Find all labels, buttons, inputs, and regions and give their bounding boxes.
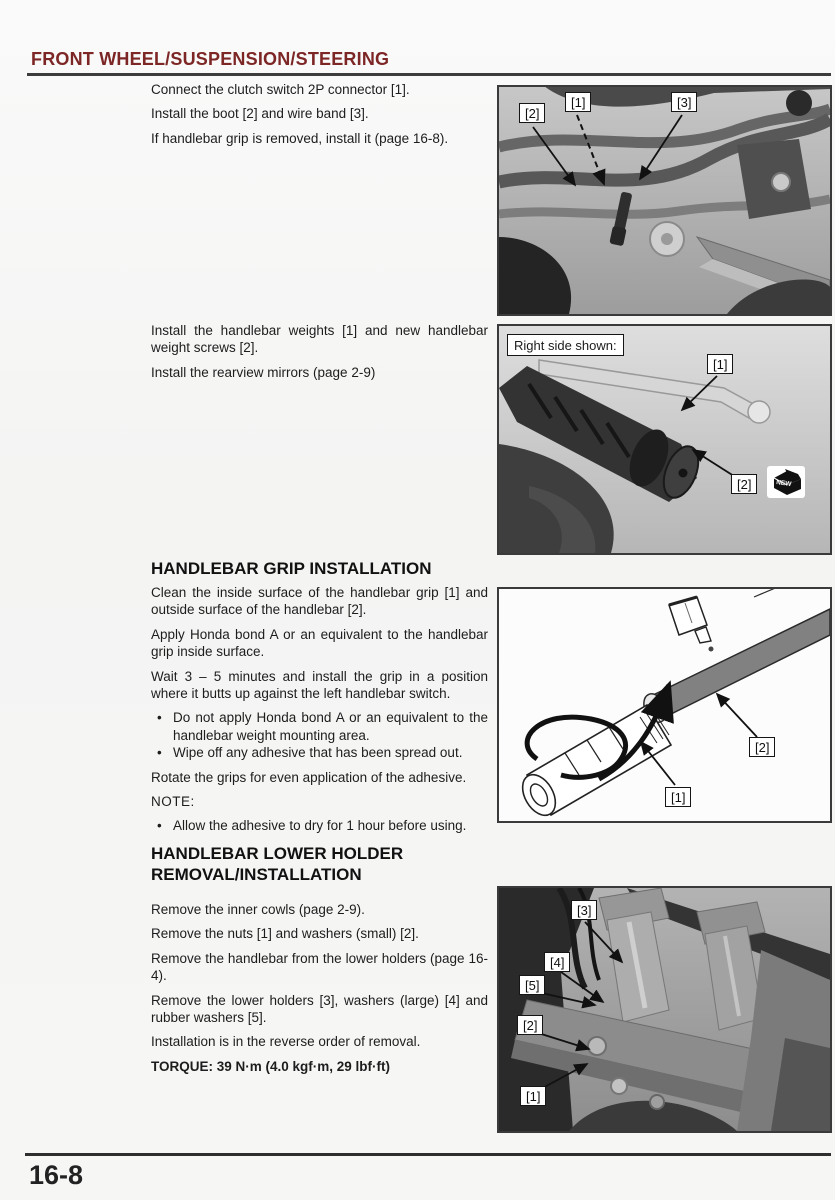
figure-clutch-switch	[497, 85, 832, 316]
paragraph: Install the rearview mirrors (page 2-9)	[151, 364, 376, 380]
page-number: 16-8	[29, 1160, 84, 1190]
new-part-icon	[767, 466, 805, 498]
figure-lower-holder	[497, 886, 832, 1133]
figure-label: [1]	[707, 354, 733, 374]
note-label: NOTE:	[151, 794, 195, 810]
figure-label: [1]	[565, 92, 591, 112]
figure-label: [2]	[517, 1015, 543, 1035]
note-list	[151, 817, 488, 834]
grip-installation-block	[151, 584, 488, 842]
figure-label: [3]	[671, 92, 697, 112]
handlebar-weight-photo	[499, 326, 830, 553]
paragraph: Remove the lower holders [3], washers (large) [4] and rubber washers [5].	[151, 992, 488, 1026]
figure-label: [1]	[665, 787, 691, 807]
paragraph: Rotate the grips for even application of the adhesive.	[151, 769, 467, 785]
figure-label: [4]	[544, 952, 570, 972]
paragraph: Connect the clutch switch 2P connector [1].	[151, 82, 410, 97]
section-title-grip-installation: HANDLEBAR GRIP INSTALLATION	[151, 559, 432, 578]
lower-holder-block	[151, 901, 488, 1082]
list-item: • Wipe off any adhesive that has been spread out.	[151, 744, 488, 761]
list-item: • Allow the adhesive to dry for 1 hour before using.	[151, 817, 488, 834]
clutch-switch-photo	[499, 87, 830, 314]
paragraph: If handlebar grip is removed, install it (page 16-8).	[151, 130, 449, 146]
caution-list	[151, 709, 488, 761]
page-title: FRONT WHEEL/SUSPENSION/STEERING	[31, 49, 390, 69]
lower-holder-photo	[499, 888, 830, 1131]
figure-label: [5]	[519, 975, 545, 995]
list-item: • Do not apply Honda bond A or an equivalent to the handlebar weight mounting area.	[151, 709, 488, 744]
weights-block	[151, 322, 488, 388]
figure-label: [2]	[731, 474, 757, 494]
paragraph: Remove the handlebar from the lower holders (page 16-4).	[151, 950, 488, 984]
figure-label: [2]	[749, 737, 775, 757]
intro-block	[151, 81, 488, 154]
paragraph: Install the handlebar weights [1] and new handlebar weight screws [2].	[151, 323, 488, 356]
paragraph: Remove the inner cowls (page 2-9).	[151, 902, 365, 917]
figure-handlebar-weight	[497, 324, 832, 555]
paragraph: Installation is in the reverse order of removal.	[151, 1034, 421, 1050]
figure-label: [3]	[571, 900, 597, 920]
paragraph: Clean the inside surface of the handlebar grip [1] and outside surface of the handlebar [2].	[151, 585, 488, 618]
figure-label: [1]	[520, 1086, 546, 1106]
section-title-lower-holder: HANDLEBAR LOWER HOLDER REMOVAL/INSTALLATION	[151, 844, 404, 884]
paragraph: Install the boot [2] and wire band [3].	[151, 106, 369, 122]
figure-label: [2]	[519, 103, 545, 123]
paragraph: Remove the nuts [1] and washers (small) [2].	[151, 926, 419, 942]
figure-grip-drawing	[497, 587, 832, 823]
footer-rule	[25, 1153, 831, 1156]
paragraph: Apply Honda bond A or an equivalent to the handlebar grip inside surface.	[151, 626, 488, 660]
torque-spec: TORQUE: 39 N·m (4.0 kgf·m, 29 lbf·ft)	[151, 1058, 391, 1074]
figure-caption: Right side shown:	[507, 334, 624, 356]
paragraph: Wait 3 – 5 minutes and install the grip in a position where it butts up against the left handlebar switch.	[151, 668, 488, 702]
svg-text:NEW: NEW	[775, 479, 792, 489]
header-rule	[27, 73, 831, 76]
